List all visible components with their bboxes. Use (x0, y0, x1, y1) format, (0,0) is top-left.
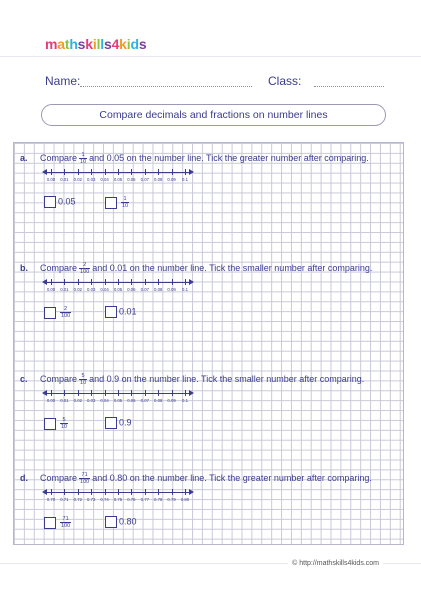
tick-label: 0.09 (167, 177, 176, 182)
logo-letter: l (100, 36, 104, 52)
tick-label: 0.04 (100, 287, 109, 292)
tick-label: 0.08 (154, 177, 163, 182)
tick-label: 0.06 (127, 398, 136, 403)
question-letter: b. (20, 262, 28, 273)
tick-label: 0.76 (127, 497, 136, 502)
number-line-tick (118, 489, 119, 495)
tick-label: 0.00 (46, 398, 56, 403)
arrow-right-icon (189, 169, 194, 175)
tick-label: 0.01 (60, 398, 69, 403)
question-text (20, 262, 372, 275)
question-prefix: Compare (40, 152, 78, 163)
arrow-right-icon (189, 279, 194, 285)
tick-label: 0.72 (73, 497, 82, 502)
option-value: 0.05 (58, 196, 76, 207)
footer-url: © http://mathskills4kids.com (288, 560, 383, 567)
number-line-tick (158, 169, 159, 175)
number-line-tick (105, 489, 106, 495)
number-line-tick (118, 279, 119, 285)
option-value: 0.01 (119, 306, 137, 317)
tick-label: 0.02 (73, 398, 82, 403)
fraction-denominator: 100 (80, 479, 90, 485)
tick-label: 0.80 (180, 497, 190, 502)
number-line-tick (78, 489, 79, 495)
arrow-left-icon (42, 390, 47, 396)
number-line-tick (145, 390, 146, 396)
answer-option (105, 196, 131, 209)
answer-option (105, 516, 137, 528)
fraction (79, 262, 90, 275)
name-field[interactable] (80, 86, 252, 87)
fraction-denominator: 10 (61, 424, 68, 430)
logo-letter: i (126, 36, 131, 52)
number-line-tick (145, 279, 146, 285)
logo-letter: d (130, 36, 139, 52)
fraction (60, 417, 68, 430)
tick-label: 0.08 (154, 287, 163, 292)
fraction-denominator: 100 (80, 269, 90, 275)
fraction-denominator: 10 (122, 203, 129, 209)
tick-label: 0.05 (113, 177, 123, 182)
checkbox[interactable] (44, 418, 56, 430)
tick-label: 0.70 (46, 497, 56, 502)
fraction-denominator: 100 (61, 523, 71, 529)
tick-label: 0.03 (87, 398, 96, 403)
question-text (20, 373, 364, 386)
tick-label: 0.07 (140, 398, 149, 403)
answer-option (44, 196, 76, 208)
number-line-tick (105, 169, 106, 175)
question-letter: a. (20, 152, 28, 163)
checkbox[interactable] (105, 417, 117, 429)
number-line-tick (158, 279, 159, 285)
fraction-numerator: 5 (60, 417, 68, 424)
logo (45, 36, 146, 52)
option-value: 0.80 (119, 516, 137, 527)
tick-label: 0.04 (100, 398, 109, 403)
number-line-tick (64, 489, 65, 495)
question-letter: d. (20, 472, 28, 483)
answer-option (44, 516, 73, 529)
number-line-tick (172, 489, 173, 495)
tick-label: 0.78 (154, 497, 163, 502)
arrow-right-icon (189, 390, 194, 396)
number-line-tick (64, 169, 65, 175)
number-line (45, 389, 191, 407)
tick-label: 0.04 (100, 177, 109, 182)
tick-label: 0.06 (127, 177, 136, 182)
tick-label: 0.03 (87, 287, 96, 292)
fraction (60, 306, 71, 319)
number-line-tick (172, 390, 173, 396)
answer-option (44, 306, 73, 319)
number-line-tick (91, 390, 92, 396)
number-line-tick (78, 279, 79, 285)
checkbox[interactable] (105, 516, 117, 528)
number-line (45, 168, 191, 186)
checkbox[interactable] (44, 196, 56, 208)
tick-label: 0.71 (60, 497, 69, 502)
answer-option (44, 417, 70, 430)
question-prefix: Compare (40, 262, 78, 273)
number-line-tick (145, 169, 146, 175)
question-instruction: and 0.05 on the number line. Tick the greater number after comparing. (89, 152, 369, 163)
class-field[interactable] (314, 86, 384, 87)
name-label: Name: (45, 74, 81, 88)
fraction (79, 472, 90, 485)
number-line (45, 278, 191, 296)
fraction-numerator: 71 (79, 472, 90, 479)
tick-label: 0.09 (167, 287, 176, 292)
fraction-denominator: 10 (80, 159, 87, 165)
question-text (20, 152, 369, 165)
tick-label: 0.02 (73, 177, 82, 182)
question-instruction: and 0.01 on the number line. Tick the smaller number after comparing. (92, 262, 373, 273)
answer-option (105, 306, 137, 318)
worksheet-title: Compare decimals and fractions on number lines (41, 104, 386, 126)
arrow-left-icon (42, 489, 47, 495)
answer-option (105, 417, 132, 429)
number-line-tick (185, 489, 186, 495)
tick-label: 0.1 (182, 287, 188, 292)
number-line-tick (131, 169, 132, 175)
arrow-left-icon (42, 169, 47, 175)
tick-label: 0.01 (60, 287, 69, 292)
number-line-tick (118, 169, 119, 175)
checkbox[interactable] (105, 306, 117, 318)
logo-letter: s (77, 36, 86, 52)
number-line-tick (172, 279, 173, 285)
tick-label: 0.73 (87, 497, 96, 502)
number-line-tick (91, 279, 92, 285)
fraction (79, 152, 87, 165)
number-line-tick (131, 279, 132, 285)
logo-letter: h (69, 36, 78, 52)
logo-letter: k (119, 36, 127, 52)
tick-label: 0.08 (154, 398, 163, 403)
fraction-numerator: 1 (79, 152, 87, 159)
fraction (60, 516, 71, 529)
arrow-left-icon (42, 279, 47, 285)
number-line-tick (51, 279, 52, 285)
tick-label: 0.74 (100, 497, 109, 502)
number-line-tick (78, 390, 79, 396)
number-line-tick (51, 390, 52, 396)
arrow-right-icon (189, 489, 194, 495)
question-prefix: Compare (40, 373, 78, 384)
number-line-tick (51, 489, 52, 495)
fraction-numerator: 1 (121, 196, 129, 203)
tick-label: 0.03 (87, 177, 96, 182)
logo-letter: l (96, 36, 101, 52)
number-line-tick (78, 169, 79, 175)
fraction-numerator: 2 (60, 306, 71, 313)
logo-letter: k (85, 36, 93, 52)
tick-label: 0.07 (140, 287, 149, 292)
class-label: Class: (268, 74, 302, 88)
tick-label: 0.77 (140, 497, 149, 502)
tick-label: 0.07 (140, 177, 149, 182)
logo-letter: t (64, 36, 70, 52)
option-value: 0.9 (119, 417, 132, 428)
number-line (45, 488, 191, 506)
logo-letter: m (45, 36, 58, 52)
fraction (79, 373, 87, 386)
number-line-tick (118, 390, 119, 396)
number-line-tick (64, 279, 65, 285)
logo-letter: s (138, 36, 147, 52)
number-line-tick (64, 390, 65, 396)
logo-letter: a (57, 36, 65, 52)
tick-label: 0.1 (182, 398, 188, 403)
tick-label: 0.06 (127, 287, 136, 292)
fraction-denominator: 100 (61, 313, 71, 319)
number-line-tick (185, 390, 186, 396)
question-letter: c. (20, 373, 28, 384)
number-line-tick (105, 279, 106, 285)
question-instruction: and 0.80 on the number line. Tick the greater number after comparing. (92, 472, 372, 483)
question-prefix: Compare (40, 472, 78, 483)
fraction-numerator: 71 (60, 516, 71, 523)
number-line-tick (158, 489, 159, 495)
tick-label: 0.01 (60, 177, 69, 182)
tick-label: 0.00 (46, 177, 56, 182)
tick-label: 0.79 (167, 497, 176, 502)
number-line-tick (172, 169, 173, 175)
checkbox[interactable] (44, 307, 56, 319)
question-text (20, 472, 372, 485)
number-line-tick (185, 169, 186, 175)
tick-label: 0.75 (113, 497, 123, 502)
number-line-tick (91, 489, 92, 495)
tick-label: 0.05 (113, 398, 123, 403)
tick-label: 0.05 (113, 287, 123, 292)
checkbox[interactable] (44, 517, 56, 529)
logo-letter: 4 (111, 36, 120, 52)
logo-letter: i (92, 36, 97, 52)
fraction-numerator: 2 (79, 262, 90, 269)
number-line-tick (145, 489, 146, 495)
question-instruction: and 0.9 on the number line. Tick the smaller number after comparing. (89, 373, 365, 384)
logo-letter: s (103, 36, 112, 52)
tick-label: 0.00 (46, 287, 56, 292)
tick-label: 0.09 (167, 398, 176, 403)
checkbox[interactable] (105, 197, 117, 209)
number-line-tick (185, 279, 186, 285)
fraction-numerator: 5 (79, 373, 87, 380)
header-divider (0, 56, 421, 57)
number-line-tick (91, 169, 92, 175)
tick-label: 0.02 (73, 287, 82, 292)
fraction-denominator: 10 (80, 380, 87, 386)
number-line-tick (131, 390, 132, 396)
fraction (121, 196, 129, 209)
number-line-tick (131, 489, 132, 495)
number-line-tick (51, 169, 52, 175)
tick-label: 0.1 (182, 177, 188, 182)
number-line-tick (105, 390, 106, 396)
number-line-tick (158, 390, 159, 396)
